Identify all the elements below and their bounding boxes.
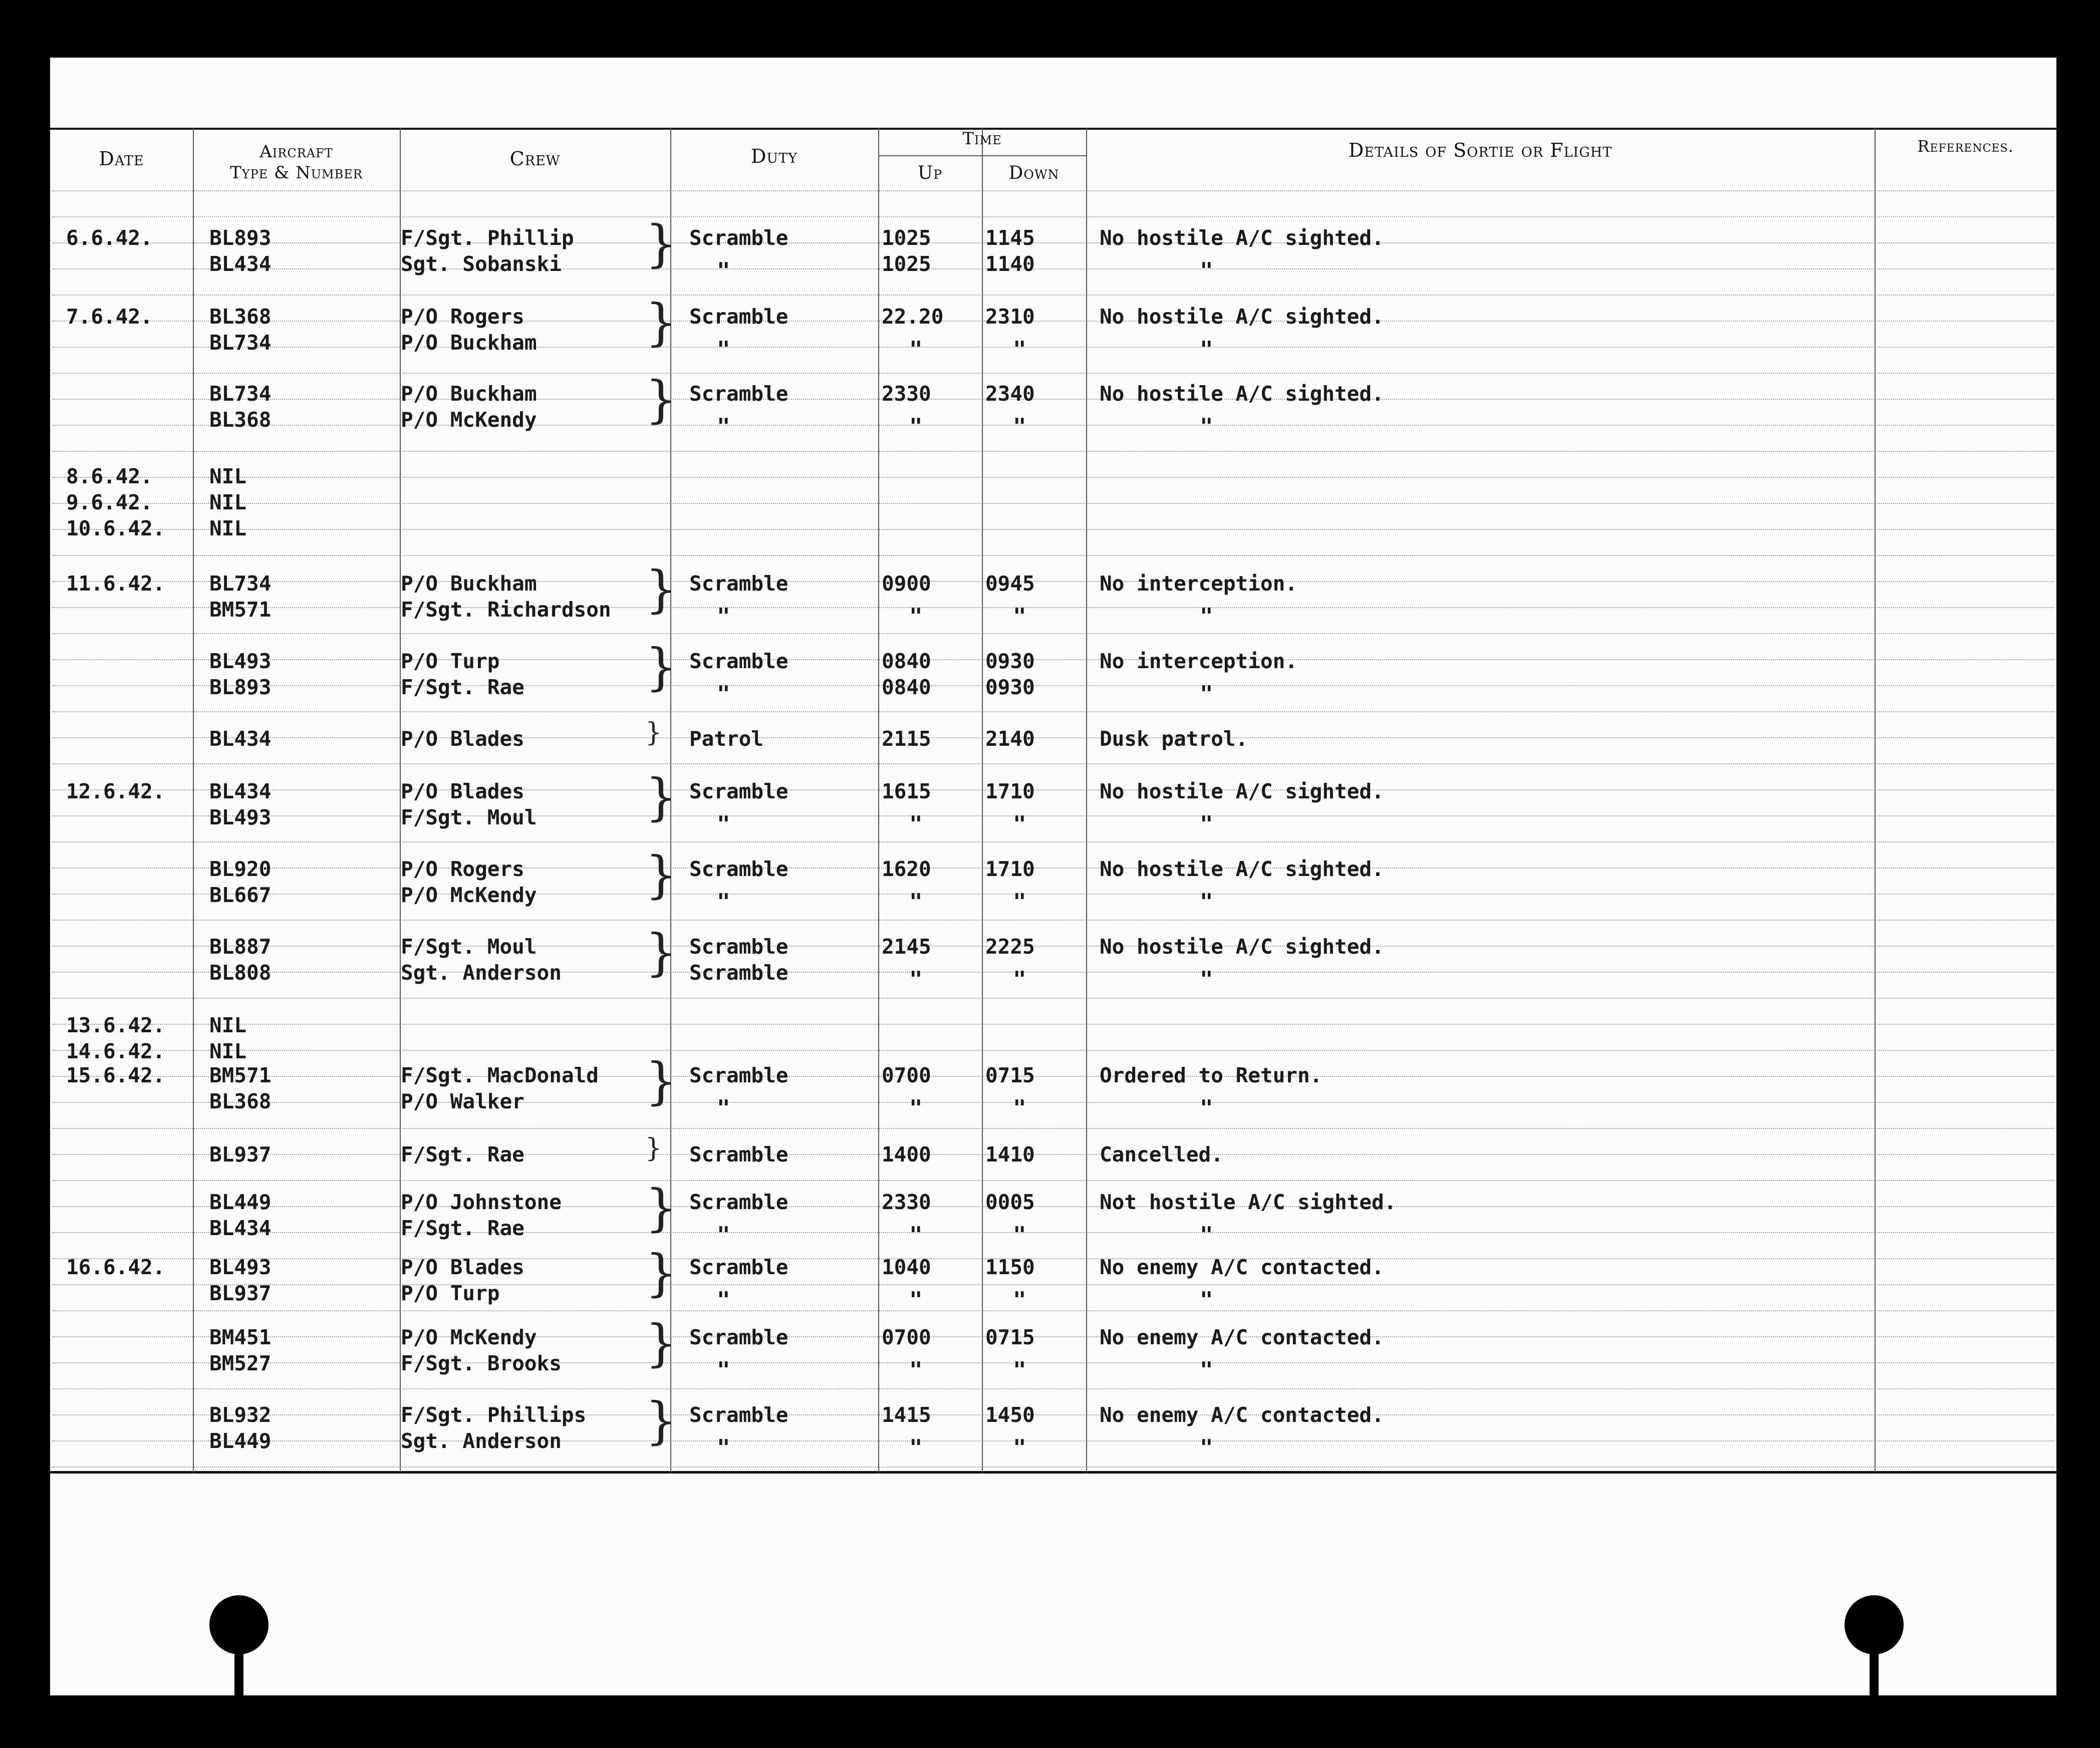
ruling-line bbox=[52, 815, 2054, 816]
ditto-mark: " bbox=[909, 889, 923, 915]
crew-name: P/O Blades bbox=[401, 1255, 524, 1279]
ruling-line bbox=[52, 1258, 2054, 1259]
crew-name: P/O Walker bbox=[401, 1089, 524, 1113]
header-crew: Crew bbox=[509, 148, 561, 170]
ruling-line bbox=[52, 633, 2054, 634]
ruling-line bbox=[52, 425, 2054, 426]
ruling-line bbox=[52, 1467, 2054, 1468]
crew-bracket: } bbox=[645, 1391, 677, 1450]
time-up: 0840 bbox=[882, 649, 931, 673]
ditto-mark: " bbox=[1200, 604, 1213, 629]
sortie-details: No hostile A/C sighted. bbox=[1100, 226, 1384, 250]
ditto-mark: " bbox=[1200, 1287, 1213, 1313]
ditto-mark: " bbox=[909, 1222, 923, 1248]
column-divider bbox=[1875, 128, 1876, 1473]
ditto-mark: " bbox=[1200, 967, 1213, 992]
time-down: 1450 bbox=[985, 1403, 1035, 1427]
crew-name: F/Sgt. Moul bbox=[401, 935, 537, 959]
crew-bracket: } bbox=[645, 370, 677, 429]
time-down: 0945 bbox=[985, 571, 1035, 596]
time-down: 1140 bbox=[985, 252, 1035, 276]
ditto-mark: " bbox=[1200, 1222, 1213, 1248]
sortie-details: No enemy A/C contacted. bbox=[1100, 1403, 1384, 1427]
ruling-line bbox=[52, 737, 2054, 738]
sortie-details: Not hostile A/C sighted. bbox=[1100, 1190, 1397, 1214]
ditto-mark: " bbox=[717, 811, 730, 837]
crew-bracket: } bbox=[645, 718, 662, 748]
ruling-line bbox=[52, 190, 2054, 191]
time-up: 2330 bbox=[882, 382, 931, 406]
duty: Patrol bbox=[689, 727, 764, 751]
ruling-line bbox=[52, 763, 2054, 764]
time-up: 1400 bbox=[882, 1142, 931, 1167]
crew-name: P/O Johnstone bbox=[401, 1190, 562, 1214]
ruling-line bbox=[52, 268, 2054, 269]
aircraft-number: BL368 bbox=[209, 1089, 272, 1113]
ditto-mark: " bbox=[717, 1287, 730, 1313]
ruling-line bbox=[52, 295, 2054, 296]
time-down: 2310 bbox=[985, 305, 1035, 329]
time-up: 0840 bbox=[882, 675, 931, 699]
ditto-mark: " bbox=[1200, 1357, 1213, 1383]
sortie-details: No interception. bbox=[1100, 571, 1297, 596]
aircraft-number: BM571 bbox=[209, 1063, 272, 1087]
ruling-line bbox=[52, 867, 2054, 868]
sortie-details: No enemy A/C contacted. bbox=[1100, 1325, 1384, 1349]
crew-bracket: } bbox=[645, 1244, 677, 1302]
time-up: 2145 bbox=[882, 935, 931, 959]
ditto-mark: " bbox=[717, 604, 730, 629]
aircraft-number: BL493 bbox=[209, 805, 272, 829]
ditto-mark: " bbox=[1013, 811, 1026, 837]
time-up: 1040 bbox=[882, 1255, 931, 1279]
time-down: 1150 bbox=[985, 1255, 1035, 1279]
ruling-line bbox=[52, 1440, 2054, 1441]
crew-bracket: } bbox=[645, 845, 677, 904]
ditto-mark: " bbox=[1013, 1357, 1026, 1383]
aircraft-number: BL493 bbox=[209, 1255, 272, 1279]
entry-date: 6.6.42. bbox=[66, 226, 153, 250]
entry-date: 15.6.42. bbox=[66, 1063, 165, 1087]
time-down: 0715 bbox=[985, 1063, 1035, 1087]
duty: Scramble bbox=[689, 226, 789, 250]
crew-name: P/O Buckham bbox=[401, 331, 537, 355]
ruling-line bbox=[52, 1414, 2054, 1415]
crew-name: Sgt. Sobanski bbox=[401, 252, 562, 276]
ruling-line bbox=[52, 685, 2054, 686]
crew-bracket: } bbox=[645, 923, 677, 982]
ditto-mark: " bbox=[1013, 889, 1026, 915]
crew-name: F/Sgt. Rae bbox=[401, 1142, 524, 1167]
entry-date: 12.6.42. bbox=[66, 779, 165, 803]
header-date: Date bbox=[99, 148, 144, 170]
column-divider bbox=[1086, 128, 1087, 1473]
aircraft-number: BL808 bbox=[209, 961, 272, 985]
ruling-line bbox=[52, 1232, 2054, 1233]
sortie-details: Dusk patrol. bbox=[1100, 727, 1248, 751]
crew-bracket: } bbox=[645, 1052, 677, 1110]
time-down: 2225 bbox=[985, 935, 1035, 959]
ditto-mark: " bbox=[1013, 1095, 1026, 1121]
ditto-mark: " bbox=[1200, 681, 1213, 707]
ditto-mark: " bbox=[909, 414, 923, 439]
ditto-mark: " bbox=[1200, 337, 1213, 362]
duty: Scramble bbox=[689, 779, 789, 803]
aircraft-number: NIL bbox=[209, 516, 247, 540]
crew-name: P/O Turp bbox=[401, 1281, 500, 1305]
ruling-line bbox=[52, 998, 2054, 999]
column-divider bbox=[193, 128, 194, 1473]
aircraft-number: BL368 bbox=[209, 408, 272, 432]
duty: Scramble bbox=[689, 1255, 789, 1279]
crew-name: F/Sgt. Richardson bbox=[401, 598, 611, 622]
aircraft-number: BL893 bbox=[209, 675, 272, 699]
ditto-mark: " bbox=[909, 967, 923, 992]
sortie-details: No interception. bbox=[1100, 649, 1297, 673]
aircraft-number: BL434 bbox=[209, 779, 272, 803]
ditto-mark: " bbox=[717, 258, 730, 283]
ditto-mark: " bbox=[1200, 1095, 1213, 1121]
header-time: Time bbox=[962, 129, 1002, 149]
ruling-line bbox=[52, 1336, 2054, 1337]
sortie-details: Cancelled. bbox=[1100, 1142, 1223, 1167]
ruling-line bbox=[52, 503, 2054, 504]
crew-bracket: } bbox=[645, 1133, 662, 1163]
time-down: 0930 bbox=[985, 649, 1035, 673]
entry-date: 16.6.42. bbox=[66, 1255, 165, 1279]
ruling-line bbox=[52, 946, 2054, 947]
ditto-mark: " bbox=[1200, 889, 1213, 915]
aircraft-number: BM451 bbox=[209, 1325, 272, 1349]
sortie-details: No hostile A/C sighted. bbox=[1100, 382, 1384, 406]
column-divider bbox=[982, 128, 983, 1473]
crew-name: P/O McKendy bbox=[401, 408, 537, 432]
ruling-line bbox=[52, 1388, 2054, 1389]
ruling-line bbox=[52, 1284, 2054, 1285]
ditto-mark: " bbox=[1200, 414, 1213, 439]
ruling-line bbox=[52, 555, 2054, 556]
ditto-mark: " bbox=[909, 811, 923, 837]
duty: Scramble bbox=[689, 857, 789, 881]
duty: Scramble bbox=[689, 1142, 789, 1167]
header-references: References. bbox=[1917, 137, 2014, 156]
ruling-line bbox=[52, 1102, 2054, 1103]
ditto-mark: " bbox=[909, 1095, 923, 1121]
time-down: 0715 bbox=[985, 1325, 1035, 1349]
sortie-details: No hostile A/C sighted. bbox=[1100, 935, 1384, 959]
time-down: 2340 bbox=[985, 382, 1035, 406]
time-up: 1415 bbox=[882, 1403, 931, 1427]
aircraft-number: NIL bbox=[209, 1013, 247, 1037]
aircraft-number: BL734 bbox=[209, 382, 272, 406]
ruling-line bbox=[52, 920, 2054, 921]
ditto-mark: " bbox=[717, 337, 730, 362]
ruling-line bbox=[52, 1076, 2054, 1077]
header-duty: Duty bbox=[750, 145, 798, 167]
time-up: 22.20 bbox=[882, 305, 944, 329]
ruling-line bbox=[52, 347, 2054, 348]
ditto-mark: " bbox=[717, 1095, 730, 1121]
aircraft-number: BL937 bbox=[209, 1281, 272, 1305]
column-divider bbox=[878, 128, 879, 1473]
sortie-details: No hostile A/C sighted. bbox=[1100, 857, 1384, 881]
duty: Scramble bbox=[689, 961, 789, 985]
time-up: 1025 bbox=[882, 252, 931, 276]
crew-bracket: } bbox=[645, 638, 677, 696]
entry-date: 13.6.42. bbox=[66, 1013, 165, 1037]
ditto-mark: " bbox=[1200, 1435, 1213, 1461]
aircraft-number: BM527 bbox=[209, 1351, 272, 1375]
aircraft-number: NIL bbox=[209, 464, 247, 488]
time-up: 0900 bbox=[882, 571, 931, 596]
ditto-mark: " bbox=[717, 1222, 730, 1248]
punch-hole bbox=[1845, 1595, 1904, 1654]
time-down: 0930 bbox=[985, 675, 1035, 699]
operations-record-sheet bbox=[50, 58, 2056, 1695]
ditto-mark: " bbox=[1013, 337, 1026, 362]
crew-bracket: } bbox=[645, 214, 677, 273]
ruling-line bbox=[52, 1206, 2054, 1207]
aircraft-number: BL434 bbox=[209, 1216, 272, 1240]
sortie-details: No enemy A/C contacted. bbox=[1100, 1255, 1384, 1279]
ruling-line bbox=[52, 607, 2054, 608]
crew-name: P/O Turp bbox=[401, 649, 500, 673]
ruling-line bbox=[52, 216, 2054, 217]
entry-date: 11.6.42. bbox=[66, 571, 165, 596]
crew-bracket: } bbox=[645, 768, 677, 826]
ruling-line bbox=[52, 529, 2054, 530]
crew-name: F/Sgt. Moul bbox=[401, 805, 537, 829]
punch-hole-slot bbox=[234, 1648, 243, 1748]
ruling-line bbox=[52, 477, 2054, 478]
ruling-line bbox=[52, 894, 2054, 895]
ruling-line bbox=[52, 1310, 2054, 1311]
aircraft-number: BL734 bbox=[209, 331, 272, 355]
ruling-line bbox=[52, 1024, 2054, 1025]
time-up: 1620 bbox=[882, 857, 931, 881]
aircraft-number: BL893 bbox=[209, 226, 272, 250]
ditto-mark: " bbox=[1013, 1287, 1026, 1313]
time-up: 2330 bbox=[882, 1190, 931, 1214]
crew-name: P/O McKendy bbox=[401, 883, 537, 907]
crew-name: P/O McKendy bbox=[401, 1325, 537, 1349]
aircraft-number: BL920 bbox=[209, 857, 272, 881]
duty: Scramble bbox=[689, 1063, 789, 1087]
crew-bracket: } bbox=[645, 1314, 677, 1372]
ditto-mark: " bbox=[717, 1435, 730, 1461]
duty: Scramble bbox=[689, 382, 789, 406]
sortie-details: No hostile A/C sighted. bbox=[1100, 305, 1384, 329]
crew-name: P/O Buckham bbox=[401, 571, 537, 596]
ditto-mark: " bbox=[717, 889, 730, 915]
time-down: 1410 bbox=[985, 1142, 1035, 1167]
entry-date: 9.6.42. bbox=[66, 490, 153, 514]
aircraft-number: BL667 bbox=[209, 883, 272, 907]
header-type-number: Type & Number bbox=[230, 163, 363, 183]
ditto-mark: " bbox=[1013, 1222, 1026, 1248]
aircraft-number: BL449 bbox=[209, 1429, 272, 1453]
ruling-line bbox=[52, 1362, 2054, 1363]
crew-name: F/Sgt. Brooks bbox=[401, 1351, 562, 1375]
time-up: 0700 bbox=[882, 1063, 931, 1087]
crew-name: F/Sgt. Rae bbox=[401, 1216, 524, 1240]
ruling-line bbox=[52, 242, 2054, 243]
crew-name: P/O Rogers bbox=[401, 857, 524, 881]
ditto-mark: " bbox=[1013, 967, 1026, 992]
ruling-line bbox=[52, 789, 2054, 790]
punch-hole bbox=[209, 1595, 269, 1654]
ditto-mark: " bbox=[909, 1287, 923, 1313]
time-down: 0005 bbox=[985, 1190, 1035, 1214]
header-aircraft: Aircraft bbox=[259, 142, 333, 162]
crew-name: P/O Blades bbox=[401, 779, 524, 803]
ditto-mark: " bbox=[1013, 1435, 1026, 1461]
ruling-line bbox=[52, 399, 2054, 400]
entry-date: 7.6.42. bbox=[66, 305, 153, 329]
header-down: Down bbox=[1008, 163, 1060, 183]
ruling-line bbox=[52, 373, 2054, 374]
ditto-mark: " bbox=[909, 604, 923, 629]
ruling-line bbox=[52, 711, 2054, 712]
punch-hole-slot bbox=[1870, 1648, 1879, 1748]
ditto-mark: " bbox=[717, 1357, 730, 1383]
aircraft-number: BL887 bbox=[209, 935, 272, 959]
aircraft-number: BL368 bbox=[209, 305, 272, 329]
ditto-mark: " bbox=[1200, 811, 1213, 837]
ruling-line bbox=[52, 972, 2054, 973]
ditto-mark: " bbox=[909, 337, 923, 362]
ruling-line bbox=[52, 1154, 2054, 1155]
crew-name: F/Sgt. Phillip bbox=[401, 226, 574, 250]
time-up: 1025 bbox=[882, 226, 931, 250]
header-details: Details of Sortie or Flight bbox=[1348, 139, 1613, 161]
time-down: 1145 bbox=[985, 226, 1035, 250]
time-up: 0700 bbox=[882, 1325, 931, 1349]
crew-name: P/O Rogers bbox=[401, 305, 524, 329]
duty: Scramble bbox=[689, 1190, 789, 1214]
aircraft-number: BL493 bbox=[209, 649, 272, 673]
header-up: Up bbox=[917, 163, 943, 183]
aircraft-number: BM571 bbox=[209, 598, 272, 622]
ditto-mark: " bbox=[1013, 604, 1026, 629]
ditto-mark: " bbox=[1200, 258, 1213, 283]
ditto-mark: " bbox=[909, 1357, 923, 1383]
aircraft-number: NIL bbox=[209, 490, 247, 514]
time-down: 1710 bbox=[985, 779, 1035, 803]
aircraft-number: BL434 bbox=[209, 252, 272, 276]
ruling-line bbox=[52, 451, 2054, 452]
crew-bracket: } bbox=[645, 293, 677, 352]
crew-bracket: } bbox=[645, 1179, 677, 1237]
time-subdivider bbox=[878, 155, 1086, 156]
crew-name: P/O Buckham bbox=[401, 382, 537, 406]
ditto-mark: " bbox=[717, 681, 730, 707]
duty: Scramble bbox=[689, 1325, 789, 1349]
aircraft-number: BL937 bbox=[209, 1142, 272, 1167]
time-up: 1615 bbox=[882, 779, 931, 803]
time-down: 1710 bbox=[985, 857, 1035, 881]
duty: Scramble bbox=[689, 1403, 789, 1427]
aircraft-number: BL932 bbox=[209, 1403, 272, 1427]
crew-name: P/O Blades bbox=[401, 727, 524, 751]
duty: Scramble bbox=[689, 935, 789, 959]
time-down: 2140 bbox=[985, 727, 1035, 751]
aircraft-number: BL734 bbox=[209, 571, 272, 596]
ruling-line bbox=[52, 321, 2054, 322]
duty: Scramble bbox=[689, 649, 789, 673]
crew-name: Sgt. Anderson bbox=[401, 961, 562, 985]
crew-name: F/Sgt. MacDonald bbox=[401, 1063, 599, 1087]
ditto-mark: " bbox=[1013, 414, 1026, 439]
entry-date: 8.6.42. bbox=[66, 464, 153, 488]
ruling-line bbox=[52, 1128, 2054, 1129]
ditto-mark: " bbox=[909, 1435, 923, 1461]
ditto-mark: " bbox=[717, 414, 730, 439]
ruling-line bbox=[52, 1180, 2054, 1181]
ruling-line bbox=[52, 581, 2054, 582]
entry-date: 10.6.42. bbox=[66, 516, 165, 540]
crew-name: F/Sgt. Rae bbox=[401, 675, 524, 699]
aircraft-number: BL434 bbox=[209, 727, 272, 751]
crew-name: F/Sgt. Phillips bbox=[401, 1403, 587, 1427]
ruling-line bbox=[52, 659, 2054, 660]
crew-name: Sgt. Anderson bbox=[401, 1429, 562, 1453]
sortie-details: No hostile A/C sighted. bbox=[1100, 779, 1384, 803]
duty: Scramble bbox=[689, 305, 789, 329]
bottom-rule bbox=[50, 1471, 2056, 1474]
aircraft-number: BL449 bbox=[209, 1190, 272, 1214]
time-up: 2115 bbox=[882, 727, 931, 751]
ruling-line bbox=[52, 841, 2054, 842]
ruling-line bbox=[52, 1050, 2054, 1051]
aircraft-number: NIL bbox=[209, 1039, 247, 1063]
entry-date: 14.6.42. bbox=[66, 1039, 165, 1063]
sortie-details: Ordered to Return. bbox=[1100, 1063, 1323, 1087]
duty: Scramble bbox=[689, 571, 789, 596]
crew-bracket: } bbox=[645, 560, 677, 619]
